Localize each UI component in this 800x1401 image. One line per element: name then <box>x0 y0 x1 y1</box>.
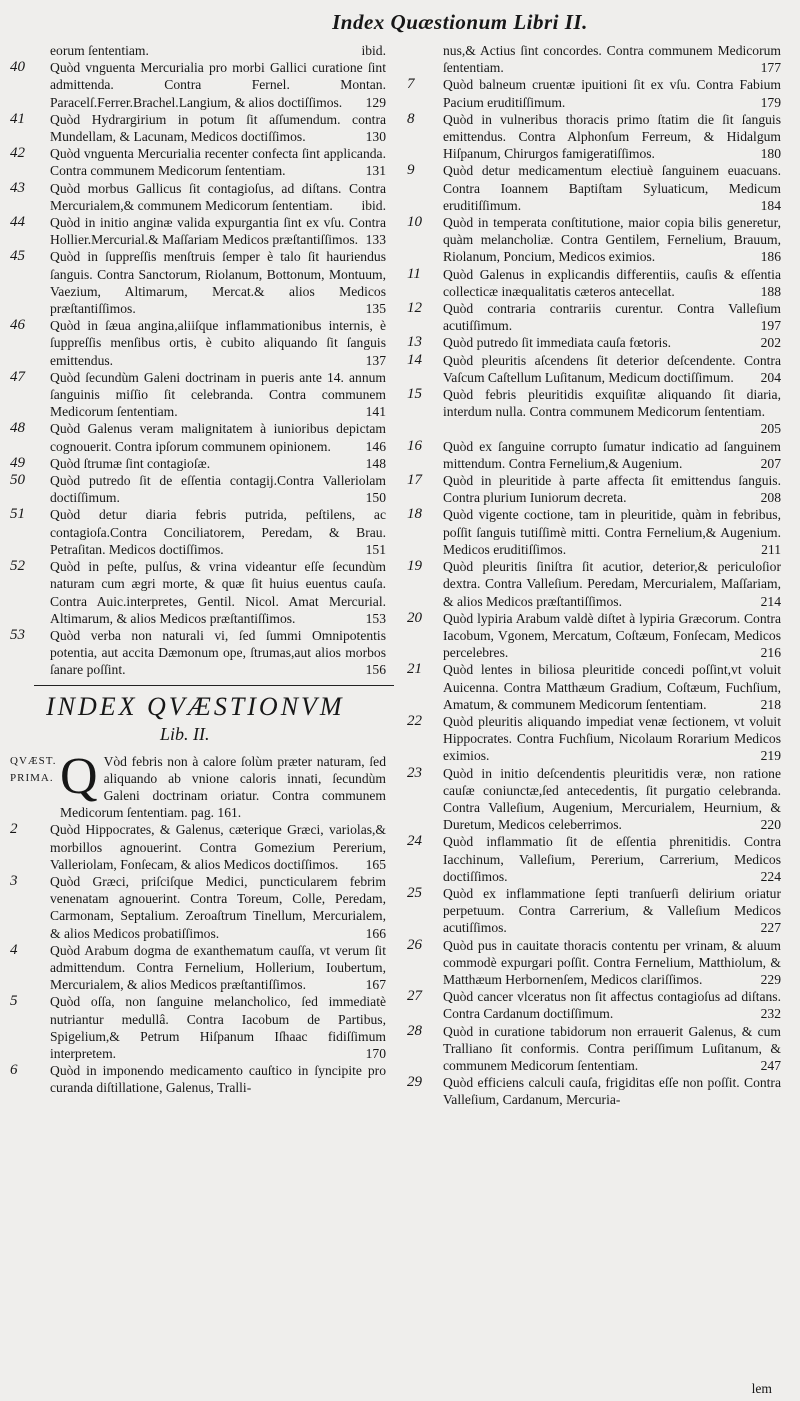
first-question <box>10 747 386 822</box>
entry-page: 150 <box>365 490 386 506</box>
entry-page: 188 <box>760 283 781 299</box>
entry-page: 151 <box>365 541 386 557</box>
entry-page: 186 <box>760 249 781 265</box>
entry-page: 197 <box>760 318 781 334</box>
entry-text: Quòd in ſuppreſſis menſtruis ſemper è talo ſit hauriendus ſanguis. Contra Sanctorum, Riolanum, Bottonum, Montuum, Vaezium, Altimarum, Mercat.& alios Medicos præſtantiſſimos. <box>50 249 386 317</box>
entry-number: 6 <box>10 1062 18 1079</box>
entry-page: 204 <box>760 369 781 385</box>
running-head: Index Quæstionum Libri II. <box>332 10 588 34</box>
entry-text: Quòd Hydrargirium in potum ſit aſſumendum. contra Mundellam, & Lacunam, Medicos doctiſſimos. <box>50 111 386 145</box>
entry-number: 20 <box>407 609 422 626</box>
entry-text: Quòd contraria contrariis curentur. Contra Valleſium acutiſſimum. <box>443 301 781 334</box>
index-entry <box>407 765 781 834</box>
entry-number: 51 <box>10 506 25 523</box>
index-entry <box>10 145 386 179</box>
entry-page: 170 <box>365 1045 386 1061</box>
entry-page: ibid. <box>361 43 386 58</box>
index-entry <box>407 1023 781 1075</box>
entry-page: 141 <box>365 404 386 420</box>
entry-number: 16 <box>407 437 422 454</box>
index-entry <box>10 558 386 627</box>
index-entry <box>407 610 781 662</box>
entry-number: 46 <box>10 317 25 334</box>
index-entry <box>407 162 781 214</box>
entry-text: Quòd oſſa, non ſanguine melancholico, ſed immediatè nutriantur medullâ. Contra Iacobum de Partibus, Spigelium,& Petrum Hiſpanum Iſhaac fidiſſimum interpretem. <box>50 994 386 1061</box>
index-entry <box>407 334 781 351</box>
entry-page: 133 <box>365 232 386 248</box>
entry-number: 14 <box>407 351 422 368</box>
entry-text: Quòd ſecundùm Galeni doctrinam in pueris ante 14. annum ſanguinis miſſio ſit celebranda. Contra communem Medicorum ſententiam. <box>50 369 386 420</box>
entry-number: 44 <box>10 214 25 231</box>
entry-number: 11 <box>407 265 421 282</box>
entry-number: 53 <box>10 626 25 643</box>
section-divider <box>34 685 394 686</box>
index-entry <box>407 661 781 713</box>
entry-number: 3 <box>10 872 18 889</box>
index-entry <box>10 42 386 59</box>
entry-text: Quòd in initio anginæ valida expurgantia ſint ex vſu. Contra Hollier.Mercurial.& Maſſariam Medicos præſtantiſſimos. <box>50 215 386 248</box>
entry-text: Quòd vigente coctione, tam in pleuritide, quàm in febribus, poſſit ſanguis tutiſſimè mitti. Contra Fernelium,& Augenium. Medicos eruditiſſimos. <box>443 507 781 557</box>
index-entry <box>407 266 781 300</box>
index-entry <box>407 111 781 163</box>
entry-number: 43 <box>10 179 25 196</box>
right-entries <box>407 42 781 1109</box>
entry-text: eorum ſententiam. <box>50 43 149 58</box>
entry-number: 25 <box>407 884 422 901</box>
index-entry <box>10 59 386 111</box>
entry-text: Quòd in imponendo medicamento cauſtico in ſyncipite pro curanda diſtillatione, Galenus, Tralli- <box>50 1063 386 1096</box>
index-entry <box>10 180 386 214</box>
index-entry <box>10 317 386 369</box>
entry-page: 214 <box>760 593 781 609</box>
entry-page: 180 <box>760 146 781 162</box>
entry-text: Quòd lentes in biliosa pleuritide concedi poſſint,vt voluit Auicenna. Contra Matthæum Gradium, Coſtæum, Fuchſium, Amatum, & communem Medicorum ſententiam. <box>443 662 781 712</box>
entry-page: 130 <box>365 129 386 145</box>
index-entry <box>407 472 781 506</box>
index-entry <box>10 873 386 942</box>
index-entry <box>10 627 386 679</box>
entry-page: 208 <box>760 490 781 506</box>
entry-text: Quòd inflammatio ſit de eſſentia phrenitidis. Contra Iacchinum, Valleſium, Pererium, Carrerium, Medicos doctiſſimos. <box>443 834 781 884</box>
entry-page: 219 <box>760 748 781 764</box>
index-entry <box>10 1062 386 1096</box>
entry-number: 2 <box>10 821 18 838</box>
index-entry <box>407 76 781 110</box>
entry-number: 41 <box>10 110 25 127</box>
index-entry <box>407 42 781 76</box>
entry-page: 148 <box>365 455 386 471</box>
entry-text: Quòd Arabum dogma de exanthematum cauſſa, vt verum ſit admittendum. Contra Fernelium, Hollerium, Ioubertum, Mercurialem, & alios Medicos præſtantiſſimos. <box>50 942 386 993</box>
entry-page: 179 <box>760 94 781 110</box>
entry-text: Quòd in vulneribus thoracis primo ſtatim die ſit ſanguis emittendus. Contra Alphonſum Ferreum, & Hidalgum Hiſpanum, Chirurgos famigeratiſſimos. <box>443 111 781 162</box>
entry-number: 28 <box>407 1022 422 1039</box>
index-entry <box>407 506 781 558</box>
entry-text: Quòd detur medicamentum electiuè ſanguinem euacuans. Contra Ioannem Baptiſtam Syluaticum, Medicum eruditiſſimum. <box>443 163 781 213</box>
entry-text: Quòd balneum cruentæ ipuitioni ſit ex vſu. Contra Fabium Pacium eruditiſſimum. <box>443 77 781 110</box>
first-question-label: QVÆST. PRIMA. <box>10 754 57 784</box>
index-entry <box>407 988 781 1022</box>
entry-page: 247 <box>760 1057 781 1073</box>
index-entry <box>10 821 386 873</box>
entry-page: 227 <box>760 920 781 936</box>
left-top-entries <box>10 42 386 679</box>
index-entry <box>407 558 781 610</box>
entry-text: Quòd vnguenta Mercurialia recenter confecta ſint applicanda. Contra communem Medicorum ſententiam. <box>50 146 386 179</box>
first-question-text: Vòd febris non à calore ſolùm præter naturam, ſed aliquando ab vnione caloris innati, ſecundùm Galeni doctrinam oriatur. Contra communem Medicorum ſententiam. pag. 161. <box>60 753 386 821</box>
entry-text: Quòd Græci, priſciſque Medici, puncticularem febrim venenatam agnouerint. Contra Toreum, Colle, Peredam, Carmonam, Septalium. Zeroaſtrum Tinellum, Mercurialem, & alios Medicos probatiſſimos. <box>50 873 386 941</box>
index-entry <box>10 420 386 454</box>
index-entry <box>407 885 781 937</box>
entry-text: Quòd ex inflammatione ſepti tranſuerſi delirium oriatur perpetuum. Contra Carrerium, & Valleſium Medicos acutiſſimos. <box>443 885 781 936</box>
entry-page: 177 <box>760 60 781 76</box>
entry-text: Quòd ex ſanguine corrupto ſumatur indicatio ad ſanguinem mittendum. Contra Fernelium,& Augenium. <box>443 438 781 471</box>
index-entry <box>10 369 386 421</box>
entry-number: 4 <box>10 941 18 958</box>
entry-text: Quòd pus in cauitate thoracis contentu per vrinam, & aluum commodè expurgari poſſit. Contra Fernelium, Matthiolum, & Matthæum Herbornenſem, Medicos clariſſimos. <box>443 937 781 987</box>
left-column <box>10 42 386 1097</box>
entry-number: 10 <box>407 214 422 231</box>
entry-page: 156 <box>365 662 386 678</box>
index-entry <box>407 833 781 885</box>
entry-number: 29 <box>407 1074 422 1091</box>
entry-number: 45 <box>10 248 25 265</box>
index-entry <box>10 472 386 506</box>
entry-page: 167 <box>365 977 386 993</box>
entry-text: Quòd lypiria Arabum valdè diſtet à lypiria Græcorum. Contra Iacobum, Vgonem, Mercatum, Coſtæum, Fonſecam, Medicos percelebres. <box>443 610 781 661</box>
entry-number: 15 <box>407 386 422 403</box>
entry-text: Quòd efficiens calculi cauſa, frigiditas eſſe non poſſit. Contra Valleſium, Cardanum, Mercuria- <box>443 1075 781 1108</box>
left-bottom-entries <box>10 821 386 1096</box>
entry-number: 9 <box>407 162 415 179</box>
index-entry <box>10 993 386 1062</box>
entry-page: 137 <box>365 352 386 368</box>
entry-text: Quòd in peſte, pulſus, & vrina videantur eſſe ſecundùm naturam cum ægri morte, & quæ ſit huius euentus cauſa. Contra Auic.interpretes, Gentil. Nicol. Amat Mercurial. Altimarum, & alios Medicos præſtantiſſimos. <box>50 559 386 626</box>
entry-text: Quòd morbus Gallicus ſit contagioſus, ad diſtans. Contra Mercurialem,& communem Medicorum ſententiam. <box>50 180 386 213</box>
index-entry <box>407 713 781 765</box>
entry-number: 22 <box>407 712 422 729</box>
index-entry <box>407 1074 781 1108</box>
entry-text: Quòd verba non naturali vi, ſed ſummi Omnipotentis potentia, aut accita Dæmonum ope, ſtrumas,aut alios morbos ſanare poſſint. <box>50 627 386 678</box>
entry-page: 202 <box>760 335 781 351</box>
entry-text: Quòd detur diaria febris putrida, peſtilens, ac contagioſa.Contra Conciliatorem, Peredam, & Brau. Petraſitan. Medicos doctiſſimos. <box>50 507 386 557</box>
entry-number: 19 <box>407 558 422 575</box>
entry-number: 5 <box>10 993 18 1010</box>
entry-number: 26 <box>407 936 422 953</box>
catchword: lem <box>751 1381 772 1396</box>
index-entry <box>10 506 386 558</box>
entry-number: 49 <box>10 454 25 471</box>
index-entry <box>10 942 386 994</box>
entry-page: 232 <box>760 1006 781 1022</box>
entry-page: 229 <box>760 971 781 987</box>
entry-text: Quòd putredo ſit immediata cauſa fœtoris. <box>443 335 672 351</box>
entry-page: 153 <box>365 610 386 626</box>
entry-page: 146 <box>365 438 386 454</box>
entry-number: 52 <box>10 558 25 575</box>
entry-text: Quòd Galenus in explicandis differentiis, cauſis & eſſentia collecticæ inæqualitatis cæteros antecellat. <box>443 266 781 299</box>
index-subtitle: Lib. II. <box>160 723 210 744</box>
entry-text: Quòd pleuritis aſcendens ſit deterior deſcendente. Contra Vaſcum Caſtellum Luſitanum, Medicum doctiſſimum. <box>443 352 781 385</box>
entry-page: 131 <box>365 163 386 179</box>
entry-page: 205 <box>760 421 781 437</box>
entry-text: Quòd pleuritis ſiniſtra ſit acutior, deterior,& periculoſior dextra. Contra Valleſium. Peredam, Mercurialem, Maſſariam, & alios Medicos præſtantiſſimos. <box>443 559 781 609</box>
entry-text: Quòd cancer vlceratus non ſit affectus contagioſus ad diſtans. Contra Cardanum doctiſſimum. <box>443 989 781 1022</box>
index-entry <box>407 352 781 386</box>
entry-text: Quòd putredo ſit de eſſentia contagij.Contra Valleriolam doctiſſimum. <box>50 473 386 506</box>
entry-text: Quòd vnguenta Mercurialia pro morbi Gallici curatione ſint admittenda. Contra Fernel. Montan. Paracelſ.Ferrer.Brachel.Langium, & alios doctiſſimos. <box>50 60 386 110</box>
entry-number: 47 <box>10 368 25 385</box>
entry-page: 184 <box>760 197 781 213</box>
entry-number: 8 <box>407 110 415 127</box>
entry-number: 48 <box>10 420 25 437</box>
entry-text: Quòd in temperata conſtitutione, maior copia bilis generetur, quàm melancholiæ. Contra Gentilem, Fernelium, Brauum, Riolanum, Poncium, Medicos eximios. <box>443 215 781 265</box>
entry-text: Quòd in curatione tabidorum non errauerit Galenus, & cum Tralliano ſit conformis. Contra periſſimum Luſitanum, & communem Medicorum ſententiam. <box>443 1023 781 1073</box>
index-title: INDEX QVÆSTIONVM <box>46 691 345 721</box>
drop-cap: Q <box>60 747 98 805</box>
entry-page: 129 <box>365 94 386 110</box>
entry-text: Quòd pleuritis aliquando impediat venæ ſectionem, vt voluit Hippocrates. Contra Fuchſium, Nicolaum Rorarium Medicos eximios. <box>443 713 781 764</box>
index-entry <box>10 214 386 248</box>
entry-page: 135 <box>365 301 386 317</box>
index-entry <box>407 386 781 438</box>
entry-number: 40 <box>10 59 25 76</box>
entry-page: 166 <box>365 925 386 941</box>
entry-page: 207 <box>760 455 781 471</box>
right-column <box>407 42 781 1109</box>
entry-number: 24 <box>407 833 422 850</box>
entry-text: Quòd in pleuritide à parte affecta ſit emittendus ſanguis. Contra plurium Iuniorum decreta. <box>443 473 781 506</box>
entry-page: 211 <box>761 541 781 557</box>
entry-number: 7 <box>407 76 415 93</box>
index-entry <box>10 248 386 317</box>
index-entry <box>407 300 781 334</box>
entry-number: 18 <box>407 506 422 523</box>
entry-number: 23 <box>407 764 422 781</box>
entry-page: 224 <box>760 868 781 884</box>
entry-number: 21 <box>407 661 422 678</box>
entry-page: 165 <box>365 856 386 872</box>
entry-page: 216 <box>760 645 781 661</box>
entry-number: 17 <box>407 472 422 489</box>
entry-text: Quòd ſtrumæ ſint contagioſæ. <box>50 455 211 471</box>
index-entry <box>407 438 781 472</box>
entry-text: nus,& Actius ſint concordes. Contra communem Medicorum ſententiam. <box>443 43 781 76</box>
entry-text: Quòd Hippocrates, & Galenus, cæterique Græci, variolas,& morbillos agnouerint. Contra Gomezium Pererium, Valleriolam, Fonſecam, & alios Medicos doctiſſimos. <box>50 822 386 872</box>
entry-text: Quòd in initio deſcendentis pleuritidis veræ, non ratione cauſæ coniunctæ,ſed antecedentis, ſit purgatio celebranda. Contra Valleſium, Augenium, Mercurialem, Heurnium, & Duretum, Medicos celeberrimos. <box>443 765 781 833</box>
entry-text: Quòd in ſæua angina,aliiſque inflammationibus internis, è ſuppreſſis menſibus ortis, è cubito aliquando ſit ſanguis emittendus. <box>50 318 386 368</box>
entry-page: ibid. <box>361 197 386 213</box>
entry-text: Quòd Galenus veram malignitatem à iunioribus depictam cognouerit. Contra ipſorum communem opinionem. <box>50 421 386 454</box>
index-entry <box>10 455 386 472</box>
entry-number: 42 <box>10 145 25 162</box>
entry-page: 218 <box>760 696 781 712</box>
entry-number: 12 <box>407 300 422 317</box>
entry-number: 27 <box>407 988 422 1005</box>
entry-number: 13 <box>407 334 422 351</box>
index-entry <box>407 214 781 266</box>
entry-text: Quòd febris pleuritidis exquiſitæ aliquando ſit diaria, interdum nulla. Contra communem Medicorum ſententiam. <box>443 387 781 420</box>
entry-number: 50 <box>10 472 25 489</box>
entry-page: 220 <box>760 817 781 833</box>
index-entry <box>10 111 386 145</box>
index-entry <box>407 937 781 989</box>
